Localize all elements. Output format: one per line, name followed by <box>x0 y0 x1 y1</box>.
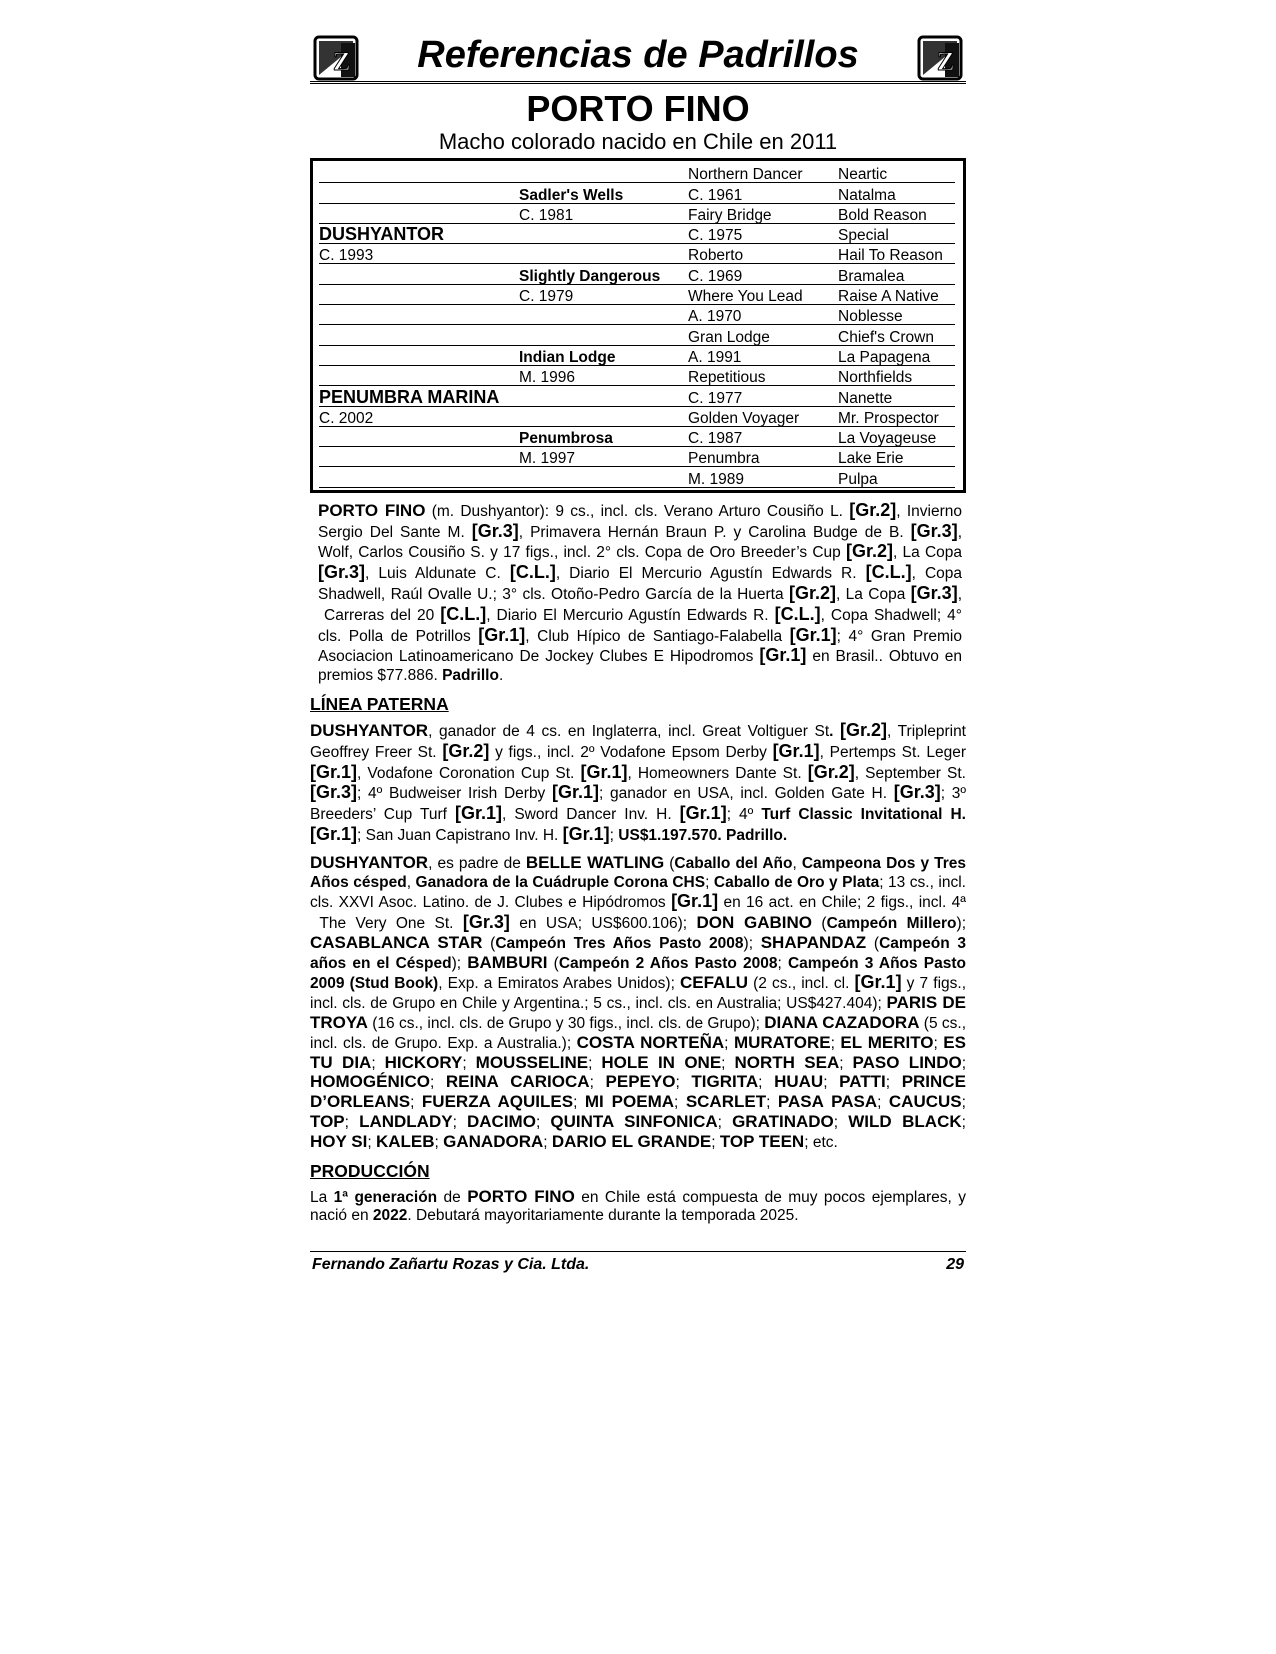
pedigree-row <box>319 224 955 244</box>
sire-progeny-paragraph: DUSHYANTOR, es padre de BELLE WATLING (Caballo del Año, Campeona Dos y Tres Años césped, Ganadora de la Cuádruple Corona CHS; Caballo de Oro y Plata; 13 cs., incl. cls. XXVI Asoc. Latino. de J. Clubes e Hipódromos [Gr.1] en 16 act. en Chile; 2 figs., incl. 4ª The Very One St. [Gr.3] en USA; US$600.106); DON GABINO (Campeón Millero); CASABLANCA STAR (Campeón Tres Años Pasto 2008); SHAPANDAZ (Campeón 3 años en el Césped); BAMBURI (Campeón 2 Años Pasto 2008; Campeón 3 Años Pasto 2009 (Stud Book), Exp. a Emiratos Arabes Unidos); CEFALU (2 cs., incl. cl. [Gr.1] y 7 figs., incl. cls. de Grupo en Chile y Argentina.; 5 cs., incl. cls. en Australia; US$427.404); PARIS DE TROYA (16 cs., incl. cls. de Grupo y 30 figs., incl. cls. de Grupo); DIANA CAZADORA (5 cs., incl. cls. de Grupo. Exp. a Australia.); COSTA NORTEÑA; MURATORE; EL MERITO; ES TU DIA; HICKORY; MOUSSELINE; HOLE IN ONE; NORTH SEA; PASO LINDO; HOMOGÉNICO; REINA CARIOCA; PEPEYO; TIGRITA; HUAU; PATTI; PRINCE D’ORLEANS; FUERZA AQUILES; MI POEMA; SCARLET; PASA PASA; CAUCUS; TOP; LANDLADY; DACIMO; QUINTA SINFONICA; GRATINADO; WILD BLACK; HOY SI; KALEB; GANADORA; DARIO EL GRANDE; TOP TEEN; etc. <box>310 852 967 1151</box>
page-header <box>310 32 966 84</box>
pedigree-cell: Bramalea <box>838 267 905 285</box>
pedigree-cell: Fairy Bridge <box>688 206 772 224</box>
pedigree-row <box>319 346 955 366</box>
pedigree-cell: Neartic <box>838 166 888 184</box>
page-footer <box>310 1251 966 1273</box>
page <box>310 32 966 1234</box>
pedigree-cell: Hail To Reason <box>838 247 943 265</box>
horse-name: PORTO FINO <box>526 88 750 129</box>
production-paragraph: La 1ª generación de PORTO FINO en Chile está compuesta de muy pocos ejemplares, y nació en 2022. Debutará mayoritariamente durante la temporada 2025. <box>310 1186 966 1225</box>
pedigree-cell: C. 1981 <box>519 206 574 224</box>
pedigree-row <box>319 447 955 467</box>
pedigree-row <box>319 467 955 487</box>
pedigree-cell: M. 1989 <box>688 470 745 488</box>
pedigree-cell: Sadler's Wells <box>519 186 624 204</box>
svg-text:Z: Z <box>333 47 351 76</box>
pedigree-cell: Noblesse <box>838 308 903 326</box>
pedigree-row <box>319 427 955 447</box>
pedigree-cell: Special <box>838 227 889 245</box>
pedigree-cell: A. 1970 <box>688 308 742 326</box>
pedigree-row <box>319 305 955 325</box>
pedigree-row <box>319 244 955 264</box>
pedigree-cell: C. 1979 <box>519 288 574 306</box>
pedigree-cell: Bold Reason <box>838 206 927 224</box>
pedigree-row <box>319 325 955 345</box>
pedigree-cell: C. 1975 <box>688 227 743 245</box>
pedigree-cell: M. 1996 <box>519 369 576 387</box>
pedigree-cell: C. 1977 <box>688 389 743 407</box>
pedigree-cell: C. 1987 <box>688 430 743 448</box>
pedigree-cell: C. 2002 <box>319 409 374 427</box>
pedigree-row <box>319 163 955 183</box>
pedigree-row <box>319 407 955 427</box>
pedigree-cell: Penumbrosa <box>519 430 613 448</box>
pedigree-cell: Roberto <box>688 247 744 265</box>
pedigree-cell: Northfields <box>838 369 913 387</box>
sire-record-paragraph: DUSHYANTOR, ganador de 4 cs. en Inglaterra, incl. Great Voltiguer St. [Gr.2], Tripleprint Geoffrey Freer St. [Gr.2] y figs., incl. 2º Vodafone Epsom Derby [Gr.1], Pertemps St. Leger [Gr.1], Vodafone Coronation Cup St. [Gr.1], Homeowners Dante St. [Gr.2], September St. [Gr.3]; 4º Budweiser Irish Derby [Gr.1]; ganador en USA, incl. Golden Gate H. [Gr.3]; 3º Breeders’ Cup Turf [Gr.1], Sword Dancer Inv. H. [Gr.1]; 4º Turf Classic Invitational H. [Gr.1]; San Juan Capistrano Inv. H. [Gr.1]; US$1.197.570. Padrillo. <box>310 719 966 844</box>
pedigree-row <box>319 285 955 305</box>
pedigree-cell: A. 1991 <box>688 348 742 366</box>
horse-record-paragraph: PORTO FINO (m. Dushyantor): 9 cs., incl. cls. Verano Arturo Cousiño L. [Gr.2], Invierno Sergio Del Sante M. [Gr.3], Primavera Hernán Braun P. y Carolina Budge de B. [Gr.3], Wolf, Carlos Cousiño S. y 17 figs., incl. 2° cls. Copa de Oro Breeder’s Cup [Gr.2], La Copa [Gr.3], Luis Aldunate C. [C.L.], Diario El Mercurio Agustín Edwards R. [C.L.], Copa Shadwell, Raúl Ovalle U.; 3° cls. Otoño-Pedro García de la Huerta [Gr.2], La Copa [Gr.3], Carreras del 20 [C.L.], Diario El Mercurio Agustín Edwards R. [C.L.], Copa Shadwell; 4° cls. Polla de Potrillos [Gr.1], Club Hípico de Santiago-Falabella [Gr.1]; 4° Gran Premio Asociacion Latinoamericano De Jockey Clubes E Hipodromos [Gr.1] en Brasil.. Obtuvo en premios $77.886. Padrillo. <box>318 499 962 685</box>
pedigree-cell: La Papagena <box>838 348 931 366</box>
header-title: Referencias de Padrillos <box>417 34 859 76</box>
pedigree-cell: Chief's Crown <box>838 328 934 346</box>
page-number: 29 <box>946 1256 964 1273</box>
zanartu-logo-icon <box>917 35 963 81</box>
pedigree-cell: Golden Voyager <box>688 409 800 427</box>
pedigree-cell: Natalma <box>838 186 896 204</box>
pedigree-cell: Pulpa <box>838 470 878 488</box>
pedigree-cell: PENUMBRA MARINA <box>319 386 500 407</box>
pedigree-cell: C. 1961 <box>688 186 743 204</box>
pedigree-row <box>319 204 955 224</box>
svg-text:Z: Z <box>937 47 955 76</box>
pedigree-cell: Where You Lead <box>688 288 803 306</box>
pedigree-cell: Slightly Dangerous <box>519 267 661 285</box>
pedigree-cell: M. 1997 <box>519 450 576 468</box>
pedigree-cell: Lake Erie <box>838 450 904 468</box>
pedigree-cell: Penumbra <box>688 450 760 468</box>
pedigree-cell: Nanette <box>838 389 893 407</box>
header-rule <box>310 81 966 84</box>
pedigree-cell: C. 1993 <box>319 247 374 265</box>
section-title-linea-paterna: LÍNEA PATERNA <box>310 693 449 714</box>
pedigree-cell: C. 1969 <box>688 267 743 285</box>
pedigree-cell: Mr. Prospector <box>838 409 939 427</box>
zanartu-logo-icon <box>313 35 359 81</box>
pedigree-cell: DUSHYANTOR <box>319 224 445 245</box>
section-title-produccion: PRODUCCIÓN <box>310 1160 430 1181</box>
pedigree-cell: Raise A Native <box>838 288 939 306</box>
pedigree-row <box>319 366 955 386</box>
pedigree-cell: Gran Lodge <box>688 328 770 346</box>
pedigree-cell: Repetitious <box>688 369 766 387</box>
footer-company: Fernando Zañartu Rozas y Cia. Ltda. <box>312 1256 590 1273</box>
horse-description: Macho colorado nacido en Chile en 2011 <box>438 129 838 154</box>
pedigree-cell: Indian Lodge <box>519 348 616 366</box>
pedigree-row <box>319 264 955 284</box>
pedigree-row <box>319 386 955 406</box>
pedigree-cell: La Voyageuse <box>838 430 937 448</box>
pedigree-table <box>310 158 966 493</box>
pedigree-row <box>319 183 955 203</box>
pedigree-cell: Northern Dancer <box>688 166 803 184</box>
